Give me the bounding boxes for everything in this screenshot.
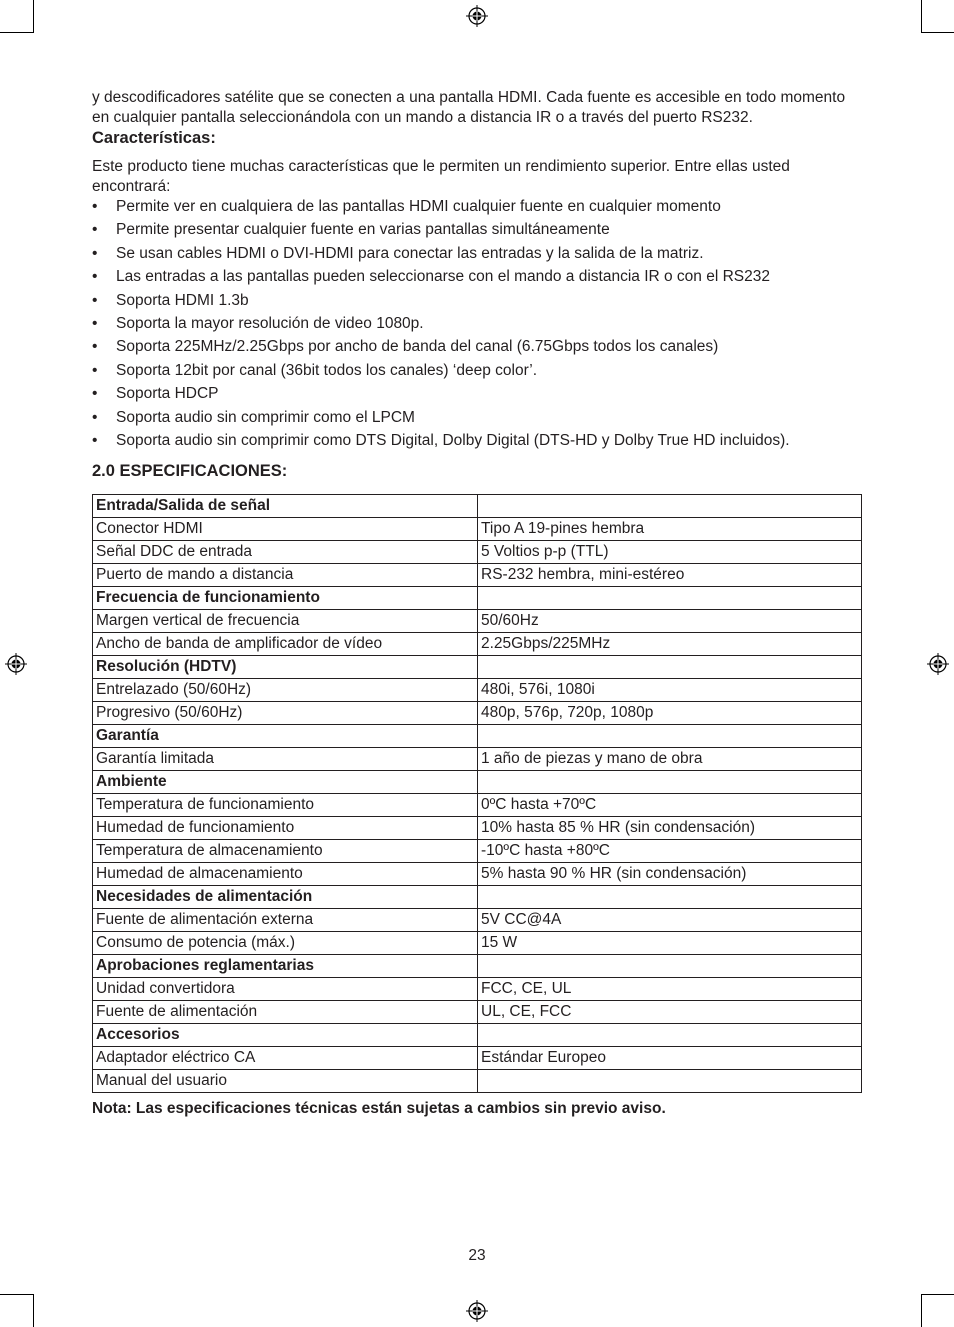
feature-text: Las entradas a las pantallas pueden seleccionarse con el mando a distancia IR o con el RS232: [116, 268, 770, 286]
spec-value-cell: [478, 885, 862, 908]
feature-text: Se usan cables HDMI o DVI-HDMI para conectar las entradas y la salida de la matriz.: [116, 244, 704, 262]
table-row: [93, 908, 862, 931]
table-row: [93, 540, 862, 563]
bullet-icon: •: [92, 314, 98, 332]
table-row: [93, 1046, 862, 1069]
bullet-icon: •: [92, 198, 98, 215]
spec-value-cell: 2.25Gbps/225MHz: [478, 632, 862, 655]
table-row: [93, 977, 862, 1000]
spec-label-cell: Garantía: [93, 724, 478, 747]
spec-value-cell: 5V CC@4A: [478, 908, 862, 931]
spec-value-cell: [478, 724, 862, 747]
page-content: [92, 88, 862, 1119]
spec-label-cell: Fuente de alimentación: [93, 1000, 478, 1023]
table-row: [93, 563, 862, 586]
table-section-row: [93, 954, 862, 977]
spec-value-cell: [478, 1069, 862, 1092]
feature-text: Soporta la mayor resolución de video 1080p.: [116, 314, 424, 332]
feature-list-item: [92, 244, 862, 264]
feature-text: Soporta HDMI 1.3b: [116, 291, 249, 309]
spec-label-cell: Fuente de alimentación externa: [93, 908, 478, 931]
table-row: [93, 862, 862, 885]
specifications-table: [92, 494, 862, 1093]
table-section-row: [93, 885, 862, 908]
table-row: [93, 632, 862, 655]
spec-value-cell: 480p, 576p, 720p, 1080p: [478, 701, 862, 724]
spec-label-cell: Temperatura de almacenamiento: [93, 839, 478, 862]
crop-mark: [921, 0, 922, 33]
bullet-icon: •: [92, 291, 98, 309]
spec-label-cell: Frecuencia de funcionamiento: [93, 586, 478, 609]
spec-label-cell: Conector HDMI: [93, 517, 478, 540]
features-intro: Este producto tiene muchas características que le permiten un rendimiento superior. Entre ellas usted encontrará:: [92, 158, 790, 195]
spec-value-cell: [478, 494, 862, 517]
crop-mark: [0, 1294, 33, 1295]
table-row: [93, 816, 862, 839]
spec-label-cell: Garantía limitada: [93, 747, 478, 770]
spec-value-cell: 480i, 576i, 1080i: [478, 678, 862, 701]
spec-label-cell: Humedad de funcionamiento: [93, 816, 478, 839]
spec-label-cell: Necesidades de alimentación: [93, 885, 478, 908]
spec-label-cell: Humedad de almacenamiento: [93, 862, 478, 885]
feature-list-item: [92, 197, 862, 217]
spec-label-cell: Aprobaciones reglamentarias: [93, 954, 478, 977]
spec-label-cell: Consumo de potencia (máx.): [93, 931, 478, 954]
bullet-icon: •: [92, 268, 98, 286]
feature-list-item: [92, 337, 862, 357]
feature-text: Soporta 225MHz/2.25Gbps por ancho de banda del canal (6.75Gbps todos los canales): [116, 338, 719, 356]
spec-label-cell: Ambiente: [93, 770, 478, 793]
feature-text: Soporta audio sin comprimir como el LPCM: [116, 408, 415, 426]
spec-label-cell: Puerto de mando a distancia: [93, 563, 478, 586]
spec-value-cell: [478, 770, 862, 793]
feature-list-item: [92, 361, 862, 381]
spec-label-cell: Manual del usuario: [93, 1069, 478, 1092]
bullet-icon: •: [92, 221, 98, 239]
feature-text: Soporta 12bit por canal (36bit todos los canales) ‘deep color’.: [116, 361, 538, 379]
bullet-icon: •: [92, 338, 98, 356]
feature-list-item: [92, 220, 862, 240]
table-row: [93, 747, 862, 770]
page-number: 23: [468, 1247, 486, 1264]
spec-label-cell: Unidad convertidora: [93, 977, 478, 1000]
registration-mark-icon: [466, 5, 488, 27]
table-row: [93, 678, 862, 701]
table-row: [93, 931, 862, 954]
specifications-heading: 2.0 ESPECIFICACIONES:: [92, 461, 288, 480]
bullet-icon: •: [92, 244, 98, 262]
crop-mark: [921, 1294, 954, 1295]
bullet-icon: •: [92, 385, 98, 403]
table-section-row: [93, 724, 862, 747]
registration-mark-icon: [927, 653, 949, 675]
table-section-row: [93, 655, 862, 678]
feature-list-item: [92, 431, 862, 451]
feature-list-item: [92, 267, 862, 287]
crop-mark: [921, 32, 954, 33]
spec-value-cell: [478, 954, 862, 977]
crop-mark: [33, 1294, 34, 1327]
spec-value-cell: Estándar Europeo: [478, 1046, 862, 1069]
spec-label-cell: Señal DDC de entrada: [93, 540, 478, 563]
spec-label-cell: Entrelazado (50/60Hz): [93, 678, 478, 701]
bullet-icon: •: [92, 408, 98, 426]
table-row: [93, 701, 862, 724]
table-row: [93, 609, 862, 632]
table-section-row: [93, 1023, 862, 1046]
spec-label-cell: Adaptador eléctrico CA: [93, 1046, 478, 1069]
table-row: [93, 793, 862, 816]
spec-value-cell: UL, CE, FCC: [478, 1000, 862, 1023]
bullet-icon: •: [92, 431, 98, 449]
spec-value-cell: [478, 586, 862, 609]
feature-list-item: [92, 408, 862, 428]
intro-paragraph: y descodificadores satélite que se conecten a una pantalla HDMI. Cada fuente es accesible en todo momento en cualquier pantalla seleccionándola con un mando a distancia IR o a través del puerto RS232.: [92, 89, 846, 126]
spec-value-cell: FCC, CE, UL: [478, 977, 862, 1000]
feature-list-item: [92, 314, 862, 334]
table-row: [93, 1069, 862, 1092]
spec-value-cell: [478, 1023, 862, 1046]
spec-value-cell: 50/60Hz: [478, 609, 862, 632]
spec-value-cell: 5 Voltios p-p (TTL): [478, 540, 862, 563]
spec-value-cell: 0ºC hasta +70ºC: [478, 793, 862, 816]
specifications-note: Nota: Las especificaciones técnicas están sujetas a cambios sin previo aviso.: [92, 1099, 666, 1117]
spec-value-cell: Tipo A 19-pines hembra: [478, 517, 862, 540]
spec-label-cell: Margen vertical de frecuencia: [93, 609, 478, 632]
registration-mark-icon: [5, 653, 27, 675]
spec-value-cell: [478, 655, 862, 678]
feature-text: Soporta audio sin comprimir como DTS Digital, Dolby Digital (DTS-HD y Dolby True HD incluidos).: [116, 431, 790, 449]
feature-list-item: [92, 384, 862, 404]
table-section-row: [93, 494, 862, 517]
features-heading: Características:: [92, 129, 216, 147]
spec-label-cell: Accesorios: [93, 1023, 478, 1046]
spec-value-cell: RS-232 hembra, mini-estéreo: [478, 563, 862, 586]
spec-label-cell: Entrada/Salida de señal: [93, 494, 478, 517]
table-row: [93, 517, 862, 540]
feature-text: Permite presentar cualquier fuente en varias pantallas simultáneamente: [116, 221, 610, 239]
table-section-row: [93, 770, 862, 793]
spec-label-cell: Progresivo (50/60Hz): [93, 701, 478, 724]
spec-value-cell: 5% hasta 90 % HR (sin condensación): [478, 862, 862, 885]
table-row: [93, 839, 862, 862]
table-section-row: [93, 586, 862, 609]
spec-label-cell: Resolución (HDTV): [93, 655, 478, 678]
spec-value-cell: 10% hasta 85 % HR (sin condensación): [478, 816, 862, 839]
spec-label-cell: Temperatura de funcionamiento: [93, 793, 478, 816]
bullet-icon: •: [92, 361, 98, 379]
table-row: [93, 1000, 862, 1023]
feature-list-item: [92, 291, 862, 311]
feature-text: Permite ver en cualquiera de las pantallas HDMI cualquier fuente en cualquier momento: [116, 198, 721, 215]
crop-mark: [0, 32, 33, 33]
crop-mark: [33, 0, 34, 33]
spec-value-cell: -10ºC hasta +80ºC: [478, 839, 862, 862]
spec-value-cell: 15 W: [478, 931, 862, 954]
spec-value-cell: 1 año de piezas y mano de obra: [478, 747, 862, 770]
spec-label-cell: Ancho de banda de amplificador de vídeo: [93, 632, 478, 655]
feature-text: Soporta HDCP: [116, 385, 219, 403]
crop-mark: [921, 1294, 922, 1327]
registration-mark-icon: [466, 1300, 488, 1322]
feature-list: [92, 197, 862, 451]
